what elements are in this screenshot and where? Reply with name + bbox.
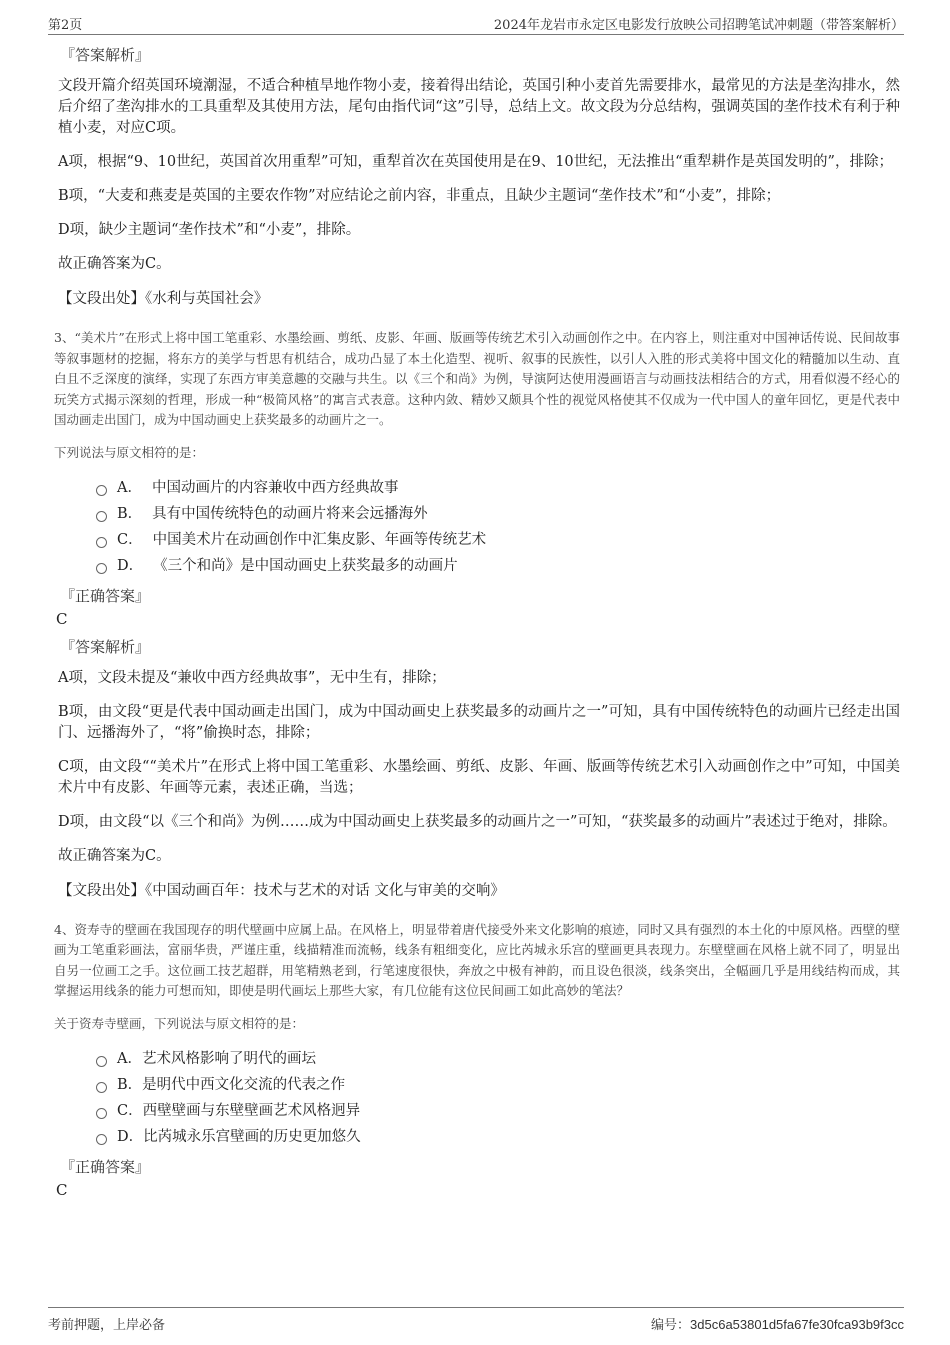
correct-answer-label: 『正确答案』 bbox=[60, 1157, 151, 1176]
option-letter: D． bbox=[117, 557, 144, 574]
analysis-paragraph: D项，缺少主题词“垄作技术”和“小麦”，排除。 bbox=[58, 222, 361, 238]
radio-icon[interactable] bbox=[96, 485, 107, 496]
radio-icon[interactable] bbox=[96, 1082, 107, 1093]
source-citation: 【文段出处】《中国动画百年：技术与艺术的对话 文化与审美的交响》 bbox=[58, 882, 505, 899]
option-letter: B． bbox=[117, 1076, 143, 1093]
option-text: 中国美术片在动画创作中汇集皮影、年画等传统艺术 bbox=[152, 531, 487, 548]
option-letter: D． bbox=[117, 1128, 144, 1145]
option-d[interactable] bbox=[96, 1124, 900, 1150]
radio-icon[interactable] bbox=[96, 563, 107, 574]
option-a[interactable] bbox=[96, 1046, 900, 1072]
option-d[interactable] bbox=[96, 553, 900, 579]
page-content bbox=[56, 44, 900, 1207]
analysis-label: 『答案解析』 bbox=[60, 637, 151, 656]
option-text: 西壁壁画与东壁壁画艺术风格迥异 bbox=[142, 1102, 361, 1119]
analysis-conclusion: 故正确答案为C。 bbox=[58, 847, 171, 864]
option-a[interactable] bbox=[96, 475, 900, 501]
analysis-paragraph: B项，“大麦和燕麦是英国的主要农作物”对应结论之前内容，非重点，且缺少主题词“垄作技术”和“小麦”，排除； bbox=[58, 188, 781, 204]
option-text: 是明代中西文化交流的代表之作 bbox=[142, 1076, 346, 1093]
analysis-paragraph: 文段开篇介绍英国环境潮湿，不适合种植旱地作物小麦，接着得出结论，英国引种小麦首先需要排水，最常见的方法是垄沟排水，然后介绍了垄沟排水的工具重犁及其使用方法，尾句由指代词“这”引导，总结上文。故文段为分总结构，强调英国的垄作技术有利于种植小麦，对应C项。 bbox=[58, 78, 900, 136]
analysis-paragraph: D项，由文段“以《三个和尚》为例……成为中国动画史上获奖最多的动画片之一”可知，“获奖最多的动画片”表述过于绝对，排除。 bbox=[58, 813, 897, 830]
option-text: 比芮城永乐宫壁画的历史更加悠久 bbox=[143, 1128, 361, 1145]
option-text: 具有中国传统特色的动画片将来会远播海外 bbox=[152, 505, 428, 522]
page-footer bbox=[48, 1307, 904, 1336]
option-b[interactable] bbox=[96, 501, 900, 527]
option-letter: A． bbox=[117, 1050, 142, 1067]
analysis-paragraph: A项，根据“9、10世纪，英国首次用重犁”可知，重犁首次在英国使用是在9、10世纪，无法推出“重犁耕作是英国发明的”，排除； bbox=[58, 154, 893, 170]
question-3-text: 3、“美术片”在形式上将中国工笔重彩、水墨绘画、剪纸、皮影、年画、版画等传统艺术引入动画创作之中。在内容上，则注重对中国神话传说、民间故事等叙事题材的挖掘，将东方的美学与哲思有机结合，成功凸显了本土化造型、视听、叙事的民族性，以引人入胜的形式美将中国文化的精髓加以生动、直白且不乏深度的演绎，实现了东西方审美意趣的交融与共生。以《三个和尚》为例，导演阿达使用漫画语言与动画技法相结合的方式，用看似漫不经心的玩笑方式揭示深刻的哲理，形成一种“极简风格”的寓言式表意。这种内敛、精妙又颇具个性的视觉风格使其不仅成为一代中国人的童年回忆，更是代表中国动画走出国门，成为中国动画史上获奖最多的动画片之一。 bbox=[54, 330, 900, 427]
document-code-value: 3d5c6a53801d5fa67fe30fca93b9f3cc bbox=[690, 1317, 904, 1332]
question-4-options bbox=[96, 1046, 900, 1150]
correct-answer-value: C bbox=[56, 609, 68, 628]
analysis-paragraph: B项，由文段“更是代表中国动画走出国门，成为中国动画史上获奖最多的动画片之一”可知，具有中国传统特色的动画片已经走出国门、远播海外了，“将”偷换时态，排除； bbox=[58, 703, 900, 741]
analysis-conclusion: 故正确答案为C。 bbox=[58, 256, 171, 272]
radio-icon[interactable] bbox=[96, 1134, 107, 1145]
source-citation: 【文段出处】《水利与英国社会》 bbox=[58, 291, 269, 307]
document-title: 2024年龙岩市永定区电影发行放映公司招聘笔试冲刺题（带答案解析） bbox=[493, 18, 904, 33]
option-text: 中国动画片的内容兼收中西方经典故事 bbox=[151, 479, 399, 496]
option-text: 艺术风格影响了明代的画坛 bbox=[141, 1050, 316, 1067]
document-code bbox=[651, 1314, 904, 1333]
option-letter: B． bbox=[117, 505, 143, 522]
document-code-label: 编号： bbox=[651, 1318, 691, 1333]
correct-answer-label: 『正确答案』 bbox=[60, 586, 151, 605]
option-letter: C． bbox=[117, 1102, 143, 1119]
option-letter: A． bbox=[117, 479, 142, 496]
option-text: 《三个和尚》是中国动画史上获奖最多的动画片 bbox=[153, 557, 458, 574]
radio-icon[interactable] bbox=[96, 1108, 107, 1119]
page-header bbox=[48, 14, 904, 35]
option-c[interactable] bbox=[96, 1098, 900, 1124]
analysis-label: 『答案解析』 bbox=[60, 46, 151, 64]
question-4-prompt: 关于资寿寺壁画，下列说法与原文相符的是： bbox=[54, 1015, 305, 1031]
footer-slogan: 考前押题，上岸必备 bbox=[48, 1318, 166, 1333]
option-c[interactable] bbox=[96, 527, 900, 553]
correct-answer-value: C bbox=[56, 1180, 68, 1199]
option-letter: C． bbox=[117, 531, 143, 548]
analysis-paragraph: A项，文段未提及“兼收中西方经典故事”，无中生有，排除； bbox=[58, 669, 446, 686]
radio-icon[interactable] bbox=[96, 537, 107, 548]
page-number: 第2页 bbox=[48, 18, 83, 33]
question-3-options bbox=[96, 475, 900, 579]
analysis-paragraph: C项，由文段““美术片”在形式上将中国工笔重彩、水墨绘画、剪纸、皮影、年画、版画等传统艺术引入动画创作之中”可知，中国美术片中有皮影、年画等元素，表述正确，当选； bbox=[58, 758, 900, 796]
radio-icon[interactable] bbox=[96, 511, 107, 522]
question-4-text: 4、资寿寺的壁画在我国现存的明代壁画中应属上品。在风格上，明显带着唐代接受外来文化影响的痕迹，同时又具有强烈的本土化的中原风格。西壁的壁画为工笔重彩画法，富丽华贵，严谨庄重，线描精准而流畅，线条有粗细变化，应比芮城永乐宫的壁画更具表现力。东壁壁画在风格上就不同了，明显出自另一位画工之手。这位画工技艺超群，用笔精熟老到，行笔速度很快，奔放之中极有神韵，而且设色很淡，线条突出，全幅画几乎是用线结构而成，其掌握运用线条的能力可想而知，即使是明代画坛上那些大家，有几位能有这位民间画工如此高妙的笔法？ bbox=[54, 921, 900, 998]
question-3-prompt: 下列说法与原文相符的是： bbox=[54, 444, 205, 460]
radio-icon[interactable] bbox=[96, 1056, 107, 1067]
option-b[interactable] bbox=[96, 1072, 900, 1098]
